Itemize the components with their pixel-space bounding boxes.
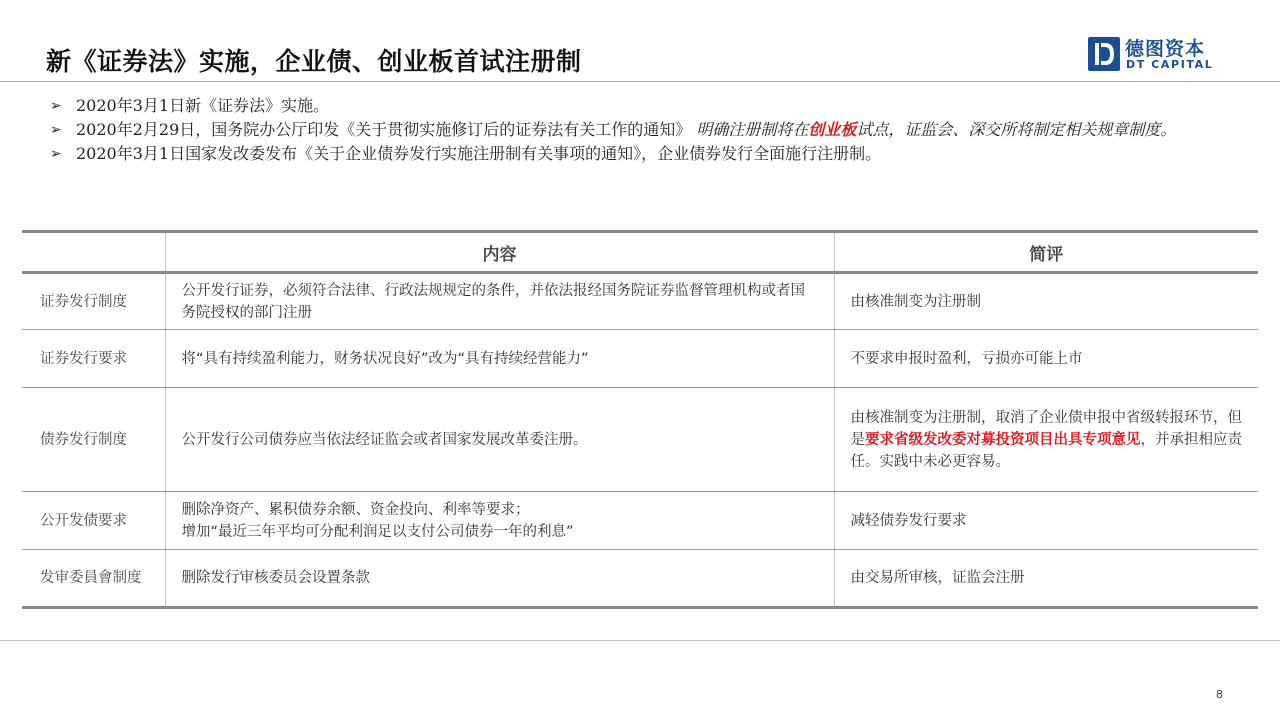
row-comment: 由核准制变为注册制 (834, 273, 1258, 330)
row-label: 公开发债要求 (22, 492, 165, 550)
row-label: 债券发行制度 (22, 388, 165, 492)
content-line: 增加“最近三年平均可分配利润足以支付公司债券一年的利息” (181, 523, 574, 540)
logo-english-name: DT CAPITAL (1126, 58, 1214, 71)
table-header-row (22, 232, 1258, 273)
comment-text: 由核准制变为注册制，取消了企业债申报中省级转报环节，但是 (850, 409, 1242, 448)
row-comment: 由交易所审核，证监会注册 (834, 550, 1258, 608)
row-label: 证券发行制度 (22, 273, 165, 330)
header-cell-comment: 简评 (834, 232, 1258, 273)
arrow-bullet-icon: ➢ (50, 98, 62, 114)
arrow-bullet-icon: ➢ (50, 146, 62, 162)
row-content: 公开发行公司债券应当依法经证监会或者国家发展改革委注册。 (165, 388, 834, 492)
bullet-text-italic: 试点，证监会、深交所将制定相关规章制度。 (856, 120, 1177, 139)
row-comment: 减轻债券发行要求 (834, 492, 1258, 550)
row-comment: 不要求申报时盈利，亏损亦可能上市 (834, 330, 1258, 388)
page-number: 8 (1216, 688, 1223, 701)
header-cell-content: 内容 (165, 232, 834, 273)
header-cell-blank (22, 232, 165, 273)
content-line: 删除净资产、累积债券余额、资金投向、利率等要求； (181, 501, 530, 518)
comment-highlight: 要求省级发改委对募投资项目出具专项意见 (865, 431, 1141, 448)
logo-chinese-name: 德图资本 (1125, 38, 1206, 60)
bullet-text: 2020年3月1日新《证券法》实施。 (76, 96, 330, 115)
comment-text: ，并承担相应责任。实践中未必更容易。 (850, 431, 1242, 470)
table-row (22, 550, 1258, 608)
bullet-item (50, 142, 1210, 166)
table-row (22, 388, 1258, 492)
row-content (165, 492, 834, 550)
row-content: 公开发行证券，必须符合法律、行政法规规定的条件，并依法报经国务院证券监督管理机构或者国务院授权的部门注册 (165, 273, 834, 330)
row-content: 删除发行审核委员会设置条款 (165, 550, 834, 608)
table-row (22, 492, 1258, 550)
row-label: 发审委員會制度 (22, 550, 165, 608)
table-row (22, 330, 1258, 388)
bullet-text: 2020年3月1日国家发改委发布《关于企业债券发行实施注册制有关事项的通知》，企业债券发行全面施行注册制。 (76, 144, 882, 163)
bullet-list (50, 94, 1210, 166)
bullet-text-italic: 明确注册制将在 (696, 120, 809, 139)
row-label: 证券发行要求 (22, 330, 165, 388)
row-content: 将“具有持续盈利能力，财务状况良好”改为“具有持续经营能力” (165, 330, 834, 388)
header-divider (0, 81, 1280, 82)
arrow-bullet-icon: ➢ (50, 122, 62, 138)
company-logo (1088, 36, 1218, 76)
table-row (22, 273, 1258, 330)
bullet-item (50, 94, 1210, 118)
bullet-item (50, 118, 1210, 142)
bullet-text: 2020年2月29日，国务院办公厅印发《关于贯彻实施修订后的证券法有关工作的通知》 (76, 120, 692, 139)
row-comment (834, 388, 1258, 492)
comparison-table (22, 230, 1258, 609)
page-title: 新《证券法》实施，企业债、创业板首试注册制 (46, 47, 582, 76)
footer-divider (0, 640, 1280, 641)
dt-logo-icon (1088, 37, 1120, 71)
bullet-highlight: 创业板 (808, 120, 857, 139)
